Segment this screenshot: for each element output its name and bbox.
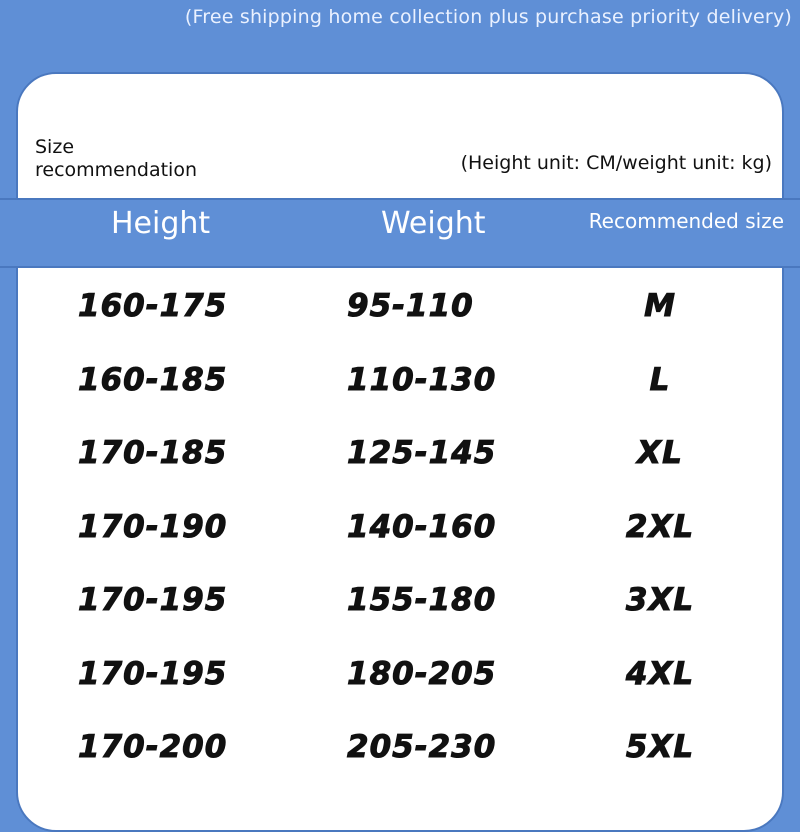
table-row bbox=[0, 509, 800, 583]
size-cell: L bbox=[649, 361, 671, 398]
table-row bbox=[0, 288, 800, 362]
height-cell: 160-175 bbox=[78, 288, 228, 324]
size-cell: M bbox=[644, 288, 676, 324]
promo-note: (Free shipping home collection plus purchase priority delivery) bbox=[184, 6, 792, 28]
weight-cell: 125-145 bbox=[347, 435, 497, 471]
unit-note: (Height unit: CM/weight unit: kg) bbox=[460, 152, 772, 174]
height-cell: 170-190 bbox=[78, 508, 228, 545]
weight-cell: 110-130 bbox=[347, 361, 497, 398]
size-table bbox=[0, 288, 800, 803]
size-cell: 2XL bbox=[625, 508, 695, 545]
table-row bbox=[0, 435, 800, 509]
column-header-height: Height bbox=[111, 206, 211, 241]
height-cell: 160-185 bbox=[78, 361, 228, 398]
table-row bbox=[0, 582, 800, 656]
height-cell: 170-185 bbox=[78, 435, 228, 471]
height-cell: 170-195 bbox=[78, 582, 228, 618]
weight-cell: 95-110 bbox=[347, 288, 474, 324]
table-row bbox=[0, 656, 800, 730]
weight-cell: 205-230 bbox=[347, 729, 497, 765]
size-cell: XL bbox=[637, 435, 683, 471]
weight-cell: 180-205 bbox=[347, 655, 497, 692]
table-row bbox=[0, 362, 800, 436]
table-row bbox=[0, 729, 800, 803]
height-cell: 170-200 bbox=[78, 729, 228, 765]
title-line-2: recommendation bbox=[35, 159, 198, 181]
column-header-size: Recommended size bbox=[588, 209, 784, 233]
title-line-1: Size bbox=[35, 136, 75, 158]
height-cell: 170-195 bbox=[78, 655, 228, 692]
size-cell: 4XL bbox=[625, 655, 695, 692]
weight-cell: 155-180 bbox=[347, 582, 497, 618]
weight-cell: 140-160 bbox=[347, 508, 497, 545]
size-cell: 5XL bbox=[625, 729, 695, 765]
size-recommendation-title bbox=[35, 136, 197, 182]
size-cell: 3XL bbox=[625, 582, 695, 618]
column-header-weight: Weight bbox=[381, 206, 486, 241]
